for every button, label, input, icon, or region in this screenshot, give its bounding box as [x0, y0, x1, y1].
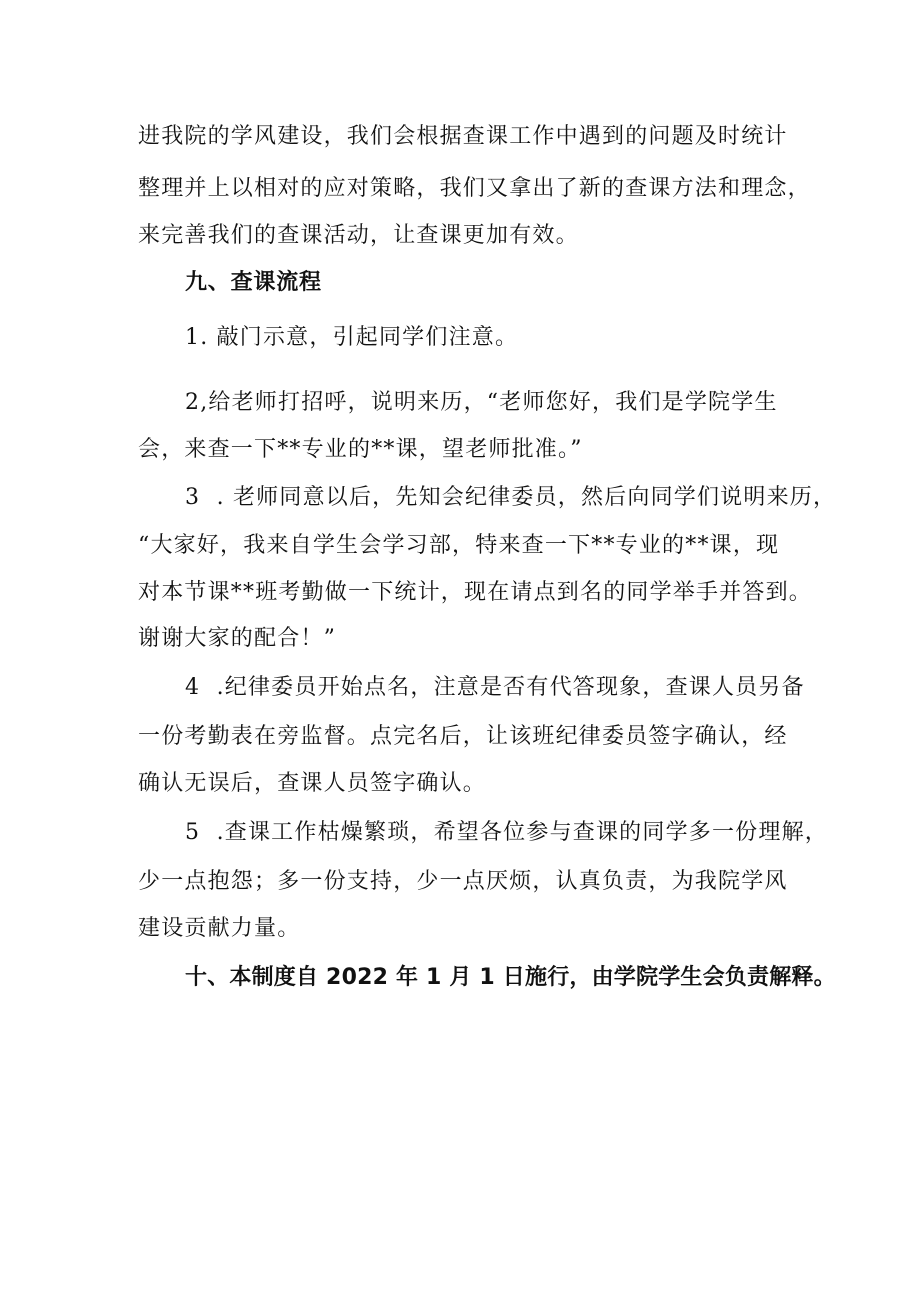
step-4-line-3: 确认无误后，查课人员签字确认。	[138, 771, 487, 796]
step-3-line-2: “大家好，我来自学生会学习部，特来查一下**专业的**课，现	[138, 533, 780, 558]
step-4-line-2: 一份考勤表在旁监督。点完名后，让该班纪律委员签字确认，经	[138, 724, 788, 749]
section-9-heading: 九、查课流程	[185, 270, 322, 295]
step-3-line-1: 3 . 老师同意以后，先知会纪律委员，然后向同学们说明来历，	[185, 485, 837, 510]
intro-line-1: 进我院的学风建设，我们会根据查课工作中遇到的问题及时统计	[138, 124, 788, 149]
step-5-line-2: 少一点抱怨；多一份支持，少一点厌烦，认真负责，为我院学风	[138, 869, 788, 894]
step-5-line-3: 建设贡献力量。	[138, 916, 301, 941]
step-2-line-2: 会，来查一下**专业的**课，望老师批准。”	[138, 437, 583, 462]
step-3-line-3: 对本节课**班考勤做一下统计，现在请点到名的同学举手并答到。	[138, 580, 813, 605]
step-4-line-1: 4 .纪律委员开始点名，注意是否有代答现象，查课人员另备	[185, 675, 805, 700]
step-1: 1. 敲门示意，引起同学们注意。	[185, 325, 519, 350]
section-10-clause: 十、本制度自 2022 年 1 月 1 日施行，由学院学生会负责解释。	[185, 965, 836, 990]
step-2-line-1: 2,给老师打招呼，说明来历，“老师您好，我们是学院学生	[185, 390, 778, 415]
intro-line-2: 整理并上以相对的应对策略，我们又拿出了新的查课方法和理念，	[138, 176, 811, 201]
step-3-line-4: 谢谢大家的配合！”	[138, 626, 337, 651]
intro-line-3: 来完善我们的查课活动，让查课更加有效。	[138, 223, 579, 248]
step-5-line-1: 5 .查课工作枯燥繁琐，希望各位参与查课的同学多一份理解，	[185, 820, 828, 845]
